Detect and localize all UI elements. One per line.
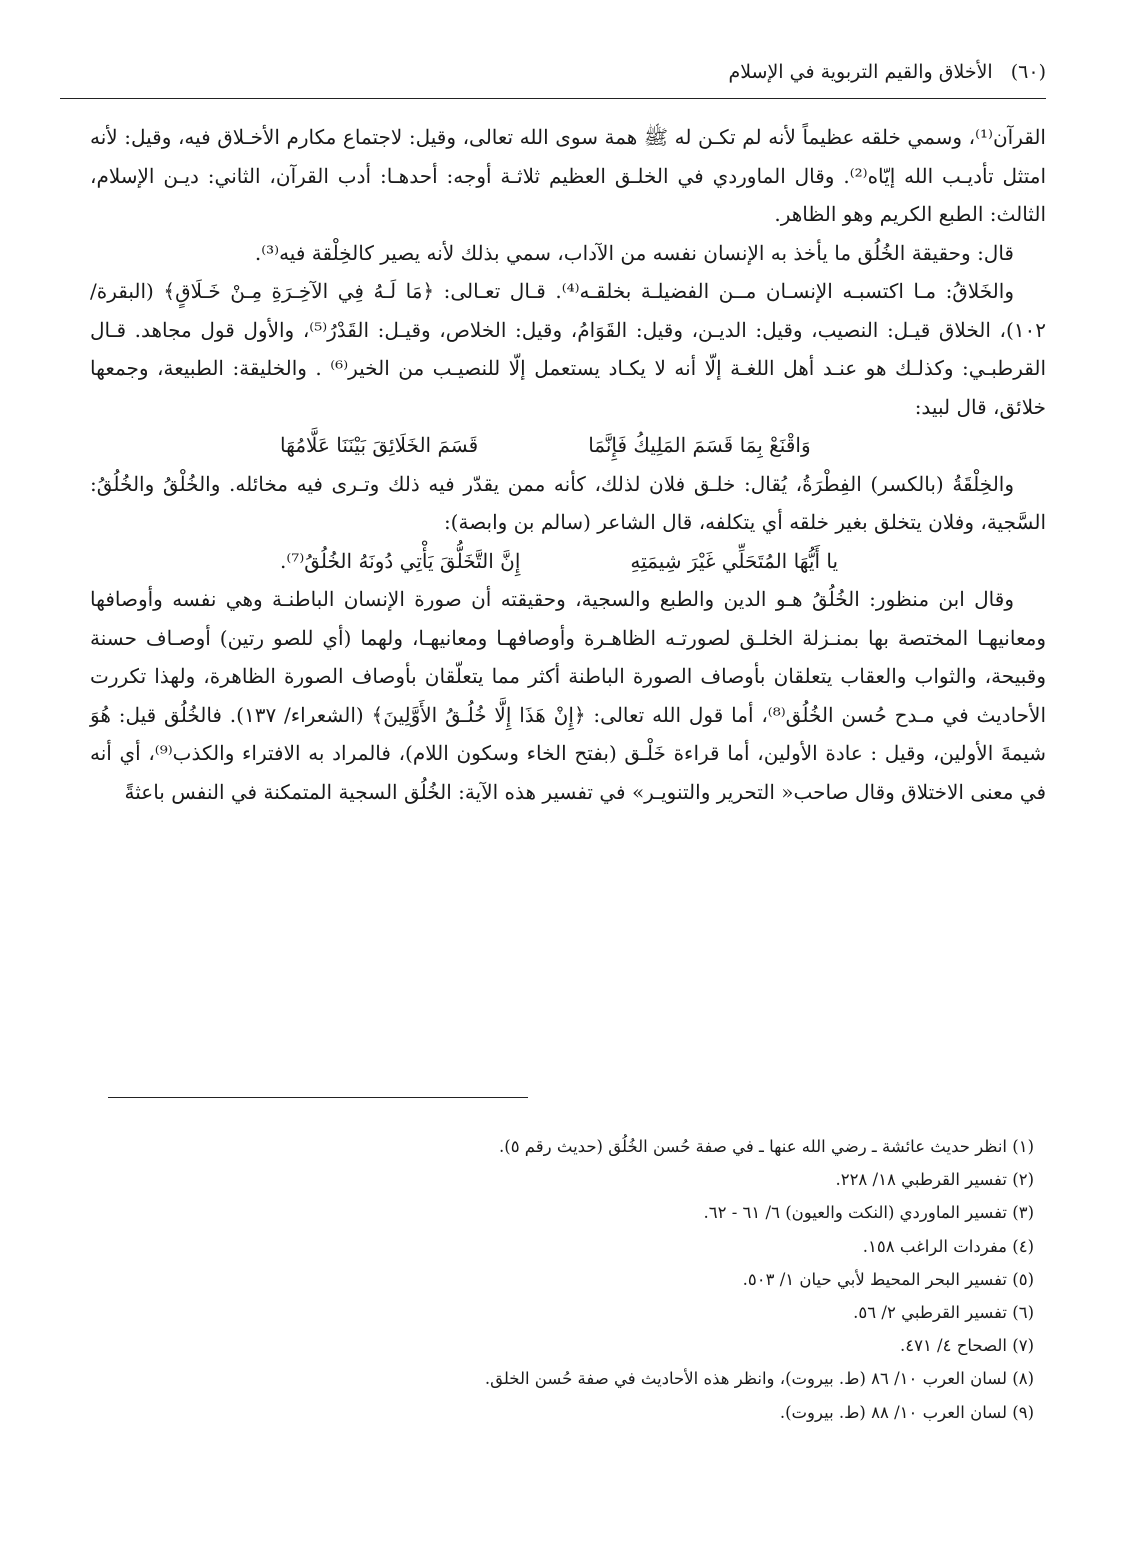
paragraph-5: وقال ابن منظور: الخُلُقُ هـو الدين والطبع والسجية، وحقيقته أن صورة الإنسان الباطنـة وهي نفسه وأوصافها ومعانيهـا المختصة بها بمنـزلة الخلـق لصورتـه الظاهـرة وأوصافهـا ومعانيهـا، ولهما (أي للصو رتين) أوصـاف حسنة وقبيحة، والثواب والعقاب يتعلقان بأوصاف الصورة الباطنة أكثر مما يتعلّقان بأوصاف الصورة الظاهرة، ولهذا تكررت الأحاديث في مـدح حُسن الخُلُق⁽⁸⁾، أما قول الله تعالى: ﴿إِنْ هَذَا إِلَّا خُلُـقُ الأَوَّلِينَ﴾ (الشعراء/ ١٣٧). فالخُلُق قيل: هُوَ شيمةَ الأولين، وقيل : عادة الأولين، أما قراءة خَلْـق (بفتح الخاء وسكون اللام)، فالمراد به الافتراء والكذب⁽⁹⁾، أي أنه في معنى الاختلاق وقال صاحب« التحرير والتنويـر» في تفسير هذه الآية: الخُلُق السجية المتمكنة في النفس باعثةً <box>90 587 1047 804</box>
footnote-separator <box>108 1097 528 1098</box>
footnote-1: (١) انظر حديث عائشة ـ رضي الله عنها ـ في صفة حُسن الخُلُق (حديث رقم ٥). <box>499 1137 1034 1156</box>
verse-labid-second-hemistich: قَسَمَ الخَلَائِقَ بَيْنَنَا عَلَّامُهَا <box>280 433 479 457</box>
footnote-6: (٦) تفسير القرطبي ٢/ ٥٦. <box>853 1303 1034 1323</box>
footnote-9: (٩) لسان العرب ١٠/ ٨٨ (ط. بيروت). <box>779 1402 1034 1422</box>
paragraph-3: والخَلاقُ: مـا اكتسبـه الإنسـان مــن الفضيلـة بخلقـه⁽⁴⁾. قـال تعـالى: ﴿مَا لَـهُ فِي الآخِـرَةِ مِـنْ خَـلَاقٍ﴾ (البقرة/ ١٠٢)، الخلاق قيـل: النصيب، وقيل: الديـن، وقيل: القَوَامُ، وقيل: الخلاص، وقيـل: القَدْرُ⁽⁵⁾، والأول قول مجاهد. قـال القرطبـي: وكذلـك هو عنـد أهل اللغـة إلّا أنه لا يكـاد يستعمل إلّا للنصيـب من الخير⁽⁶⁾ . والخليقة: الطبيعة، وجمعها خلائق، قال لبيد: <box>90 279 1047 419</box>
paragraph-4: والخِلْقَةُ (بالكسر) الفِطْرَةُ، يُقال: خلـق فلان لذلك، كأنه ممن يقدّر فيه ذلك وتـرى فيه مخائله. والخُلْقُ والخُلُقُ: السَّجية، وفلان يتخلق بغير خلقه أي يتكلفه، قال الشاعر (سالم بن وابصة): <box>90 471 1046 534</box>
book-title: الأخلاق والقيم التربوية في الإسلام <box>728 61 993 83</box>
paragraph-1: القرآن⁽¹⁾، وسمي خلقه عظيماً لأنه لم تكـن له ﷺ همة سوى الله تعالى، وقيل: لاجتماع مكارم الأخـلاق فيه، وقيل: لأنه امتثل تأديـب الله إيّاه⁽²⁾. وقال الماوردي في الخلـق العظيم ثلاثـة أوجه: أحدهـا: أدب القرآن، الثاني: ديـن الإسلام، الثالث: الطبع الكريم وهو الظاهر. <box>90 125 1046 226</box>
verse-salim-second-hemistich: إِنَّ التَّخَلُّقَ يَأْتِي دُونَهُ الخُلُقُ⁽⁷⁾. <box>280 548 521 573</box>
running-header <box>60 58 1046 99</box>
verse-salim <box>90 542 1046 581</box>
footnote-5: (٥) تفسير البحر المحيط لأبي حيان ١/ ٥٠٣. <box>742 1269 1034 1289</box>
verse-salim-first-hemistich: يا أَيُّهَا المُتَحَلِّي غَيْرَ شِيمَتِهِ <box>630 548 839 573</box>
paragraph-2: قال: وحقيقة الخُلُق ما يأخذ به الإنسان نفسه من الآداب، سمي بذلك لأنه يصير كالخِلْقة فيه⁽³⁾. <box>254 240 1014 265</box>
footnotes <box>90 1130 1034 1429</box>
footnote-8: (٨) لسان العرب ١٠/ ٨٦ (ط. بيروت)، وانظر هذه الأحاديث في صفة حُسن الخلق. <box>484 1369 1034 1389</box>
main-text <box>90 118 1046 811</box>
footnote-2: (٢) تفسير القرطبي ١٨/ ٢٢٨. <box>835 1170 1034 1190</box>
footnote-4: (٤) مفردات الراغب ١٥٨. <box>862 1236 1034 1256</box>
page-number: (٦٠) <box>1010 61 1046 83</box>
footnote-7: (٧) الصحاح ٤/ ٤٧١. <box>899 1336 1034 1356</box>
verse-labid <box>90 426 1046 465</box>
verse-labid-first-hemistich: وَاقْنَعْ بِمَا قَسَمَ المَلِيكُ فَإِنَّمَا <box>588 433 811 457</box>
footnote-3: (٣) تفسير الماوردي (النكت والعيون) ٦/ ٦١ - ٦٢. <box>703 1203 1034 1223</box>
